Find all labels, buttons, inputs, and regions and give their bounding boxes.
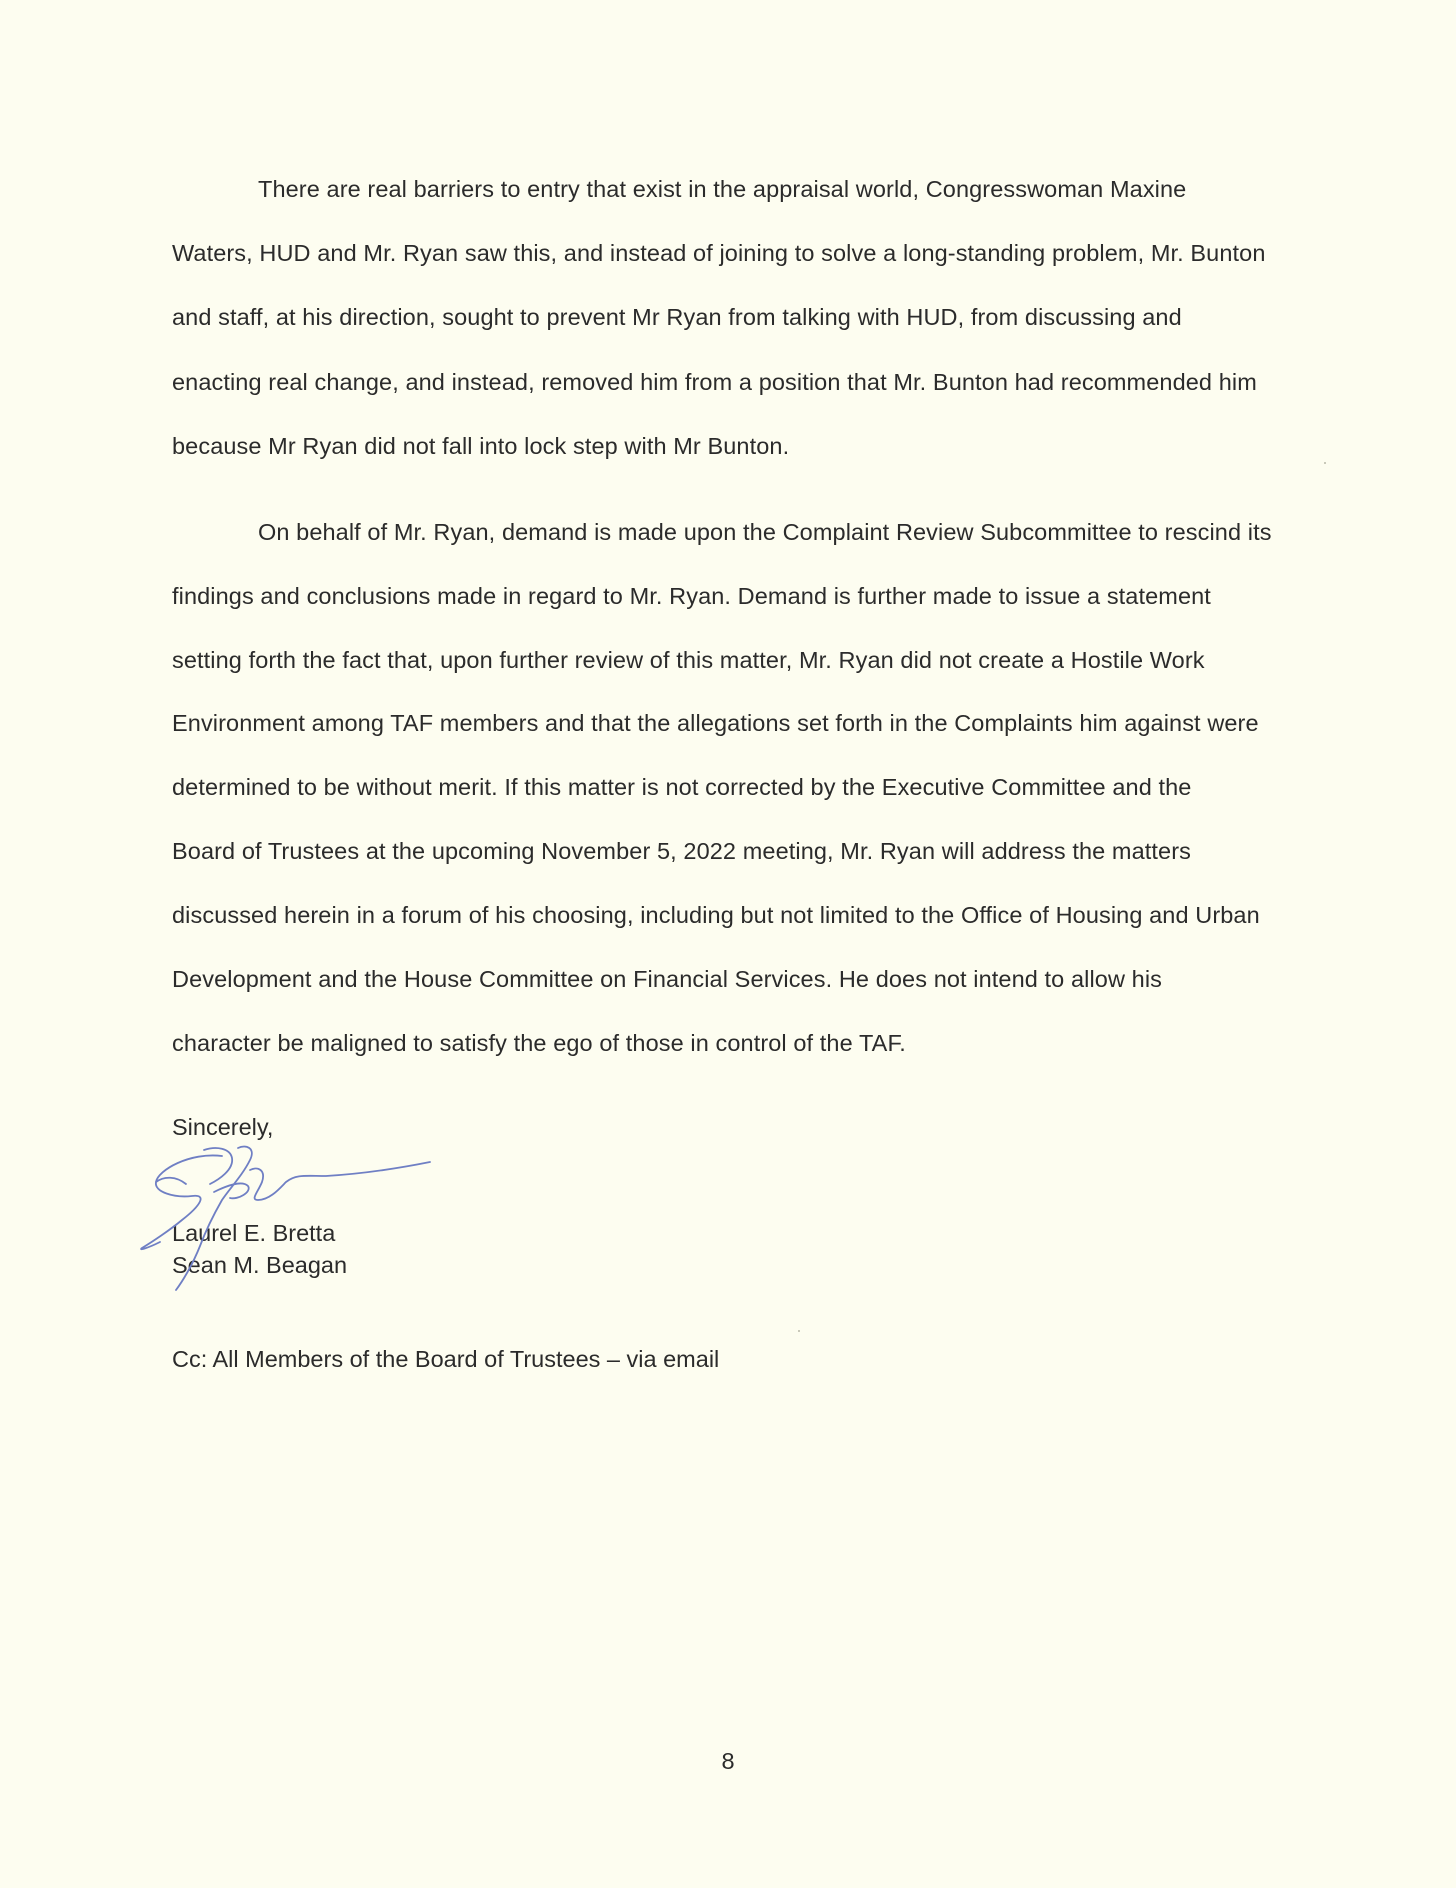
paragraph-1-line-1: There are real barriers to entry that exist in the appraisal world, Congresswoman Maxine <box>258 176 1187 202</box>
paragraph-2-line-2: findings and conclusions made in regard to Mr. Ryan. Demand is further made to issue a statement <box>172 583 1211 609</box>
paragraph-2-line-6: Board of Trustees at the upcoming November 5, 2022 meeting, Mr. Ryan will address the matters <box>172 838 1191 864</box>
signatory-1: Laurel E. Bretta <box>172 1220 336 1246</box>
paragraph-1-line-2: Waters, HUD and Mr. Ryan saw this, and instead of joining to solve a long-standing problem, Mr. Bunton <box>172 240 1266 266</box>
scan-speck <box>798 1330 800 1332</box>
cc-line: Cc: All Members of the Board of Trustees – via email <box>172 1346 720 1372</box>
signatory-2: Sean M. Beagan <box>172 1252 348 1278</box>
paragraph-1-line-4: enacting real change, and instead, removed him from a position that Mr. Bunton had recommended him <box>172 369 1257 395</box>
paragraph-1-line-5: because Mr Ryan did not fall into lock step with Mr Bunton. <box>172 433 790 459</box>
paragraph-2-line-4: Environment among TAF members and that the allegations set forth in the Complaints him against were <box>172 710 1259 736</box>
paragraph-2-line-9: character be maligned to satisfy the ego of those in control of the TAF. <box>172 1030 906 1056</box>
closing: Sincerely, <box>172 1114 274 1140</box>
paragraph-1-line-3: and staff, at his direction, sought to prevent Mr Ryan from talking with HUD, from discussing and <box>172 304 1182 330</box>
paragraph-2-line-5: determined to be without merit. If this matter is not corrected by the Executive Committee and the <box>172 774 1192 800</box>
page-number: 8 <box>721 1748 735 1774</box>
scan-speck <box>1324 462 1326 464</box>
paragraph-2-line-1: On behalf of Mr. Ryan, demand is made upon the Complaint Review Subcommittee to rescind its <box>258 519 1272 545</box>
paragraph-2-line-8: Development and the House Committee on Financial Services. He does not intend to allow his <box>172 966 1162 992</box>
paragraph-2-line-3: setting forth the fact that, upon further review of this matter, Mr. Ryan did not create a Hostile Work <box>172 647 1205 673</box>
handwritten-signature <box>130 1130 450 1310</box>
paragraph-2-line-7: discussed herein in a forum of his choosing, including but not limited to the Office of Housing and Urban <box>172 902 1260 928</box>
